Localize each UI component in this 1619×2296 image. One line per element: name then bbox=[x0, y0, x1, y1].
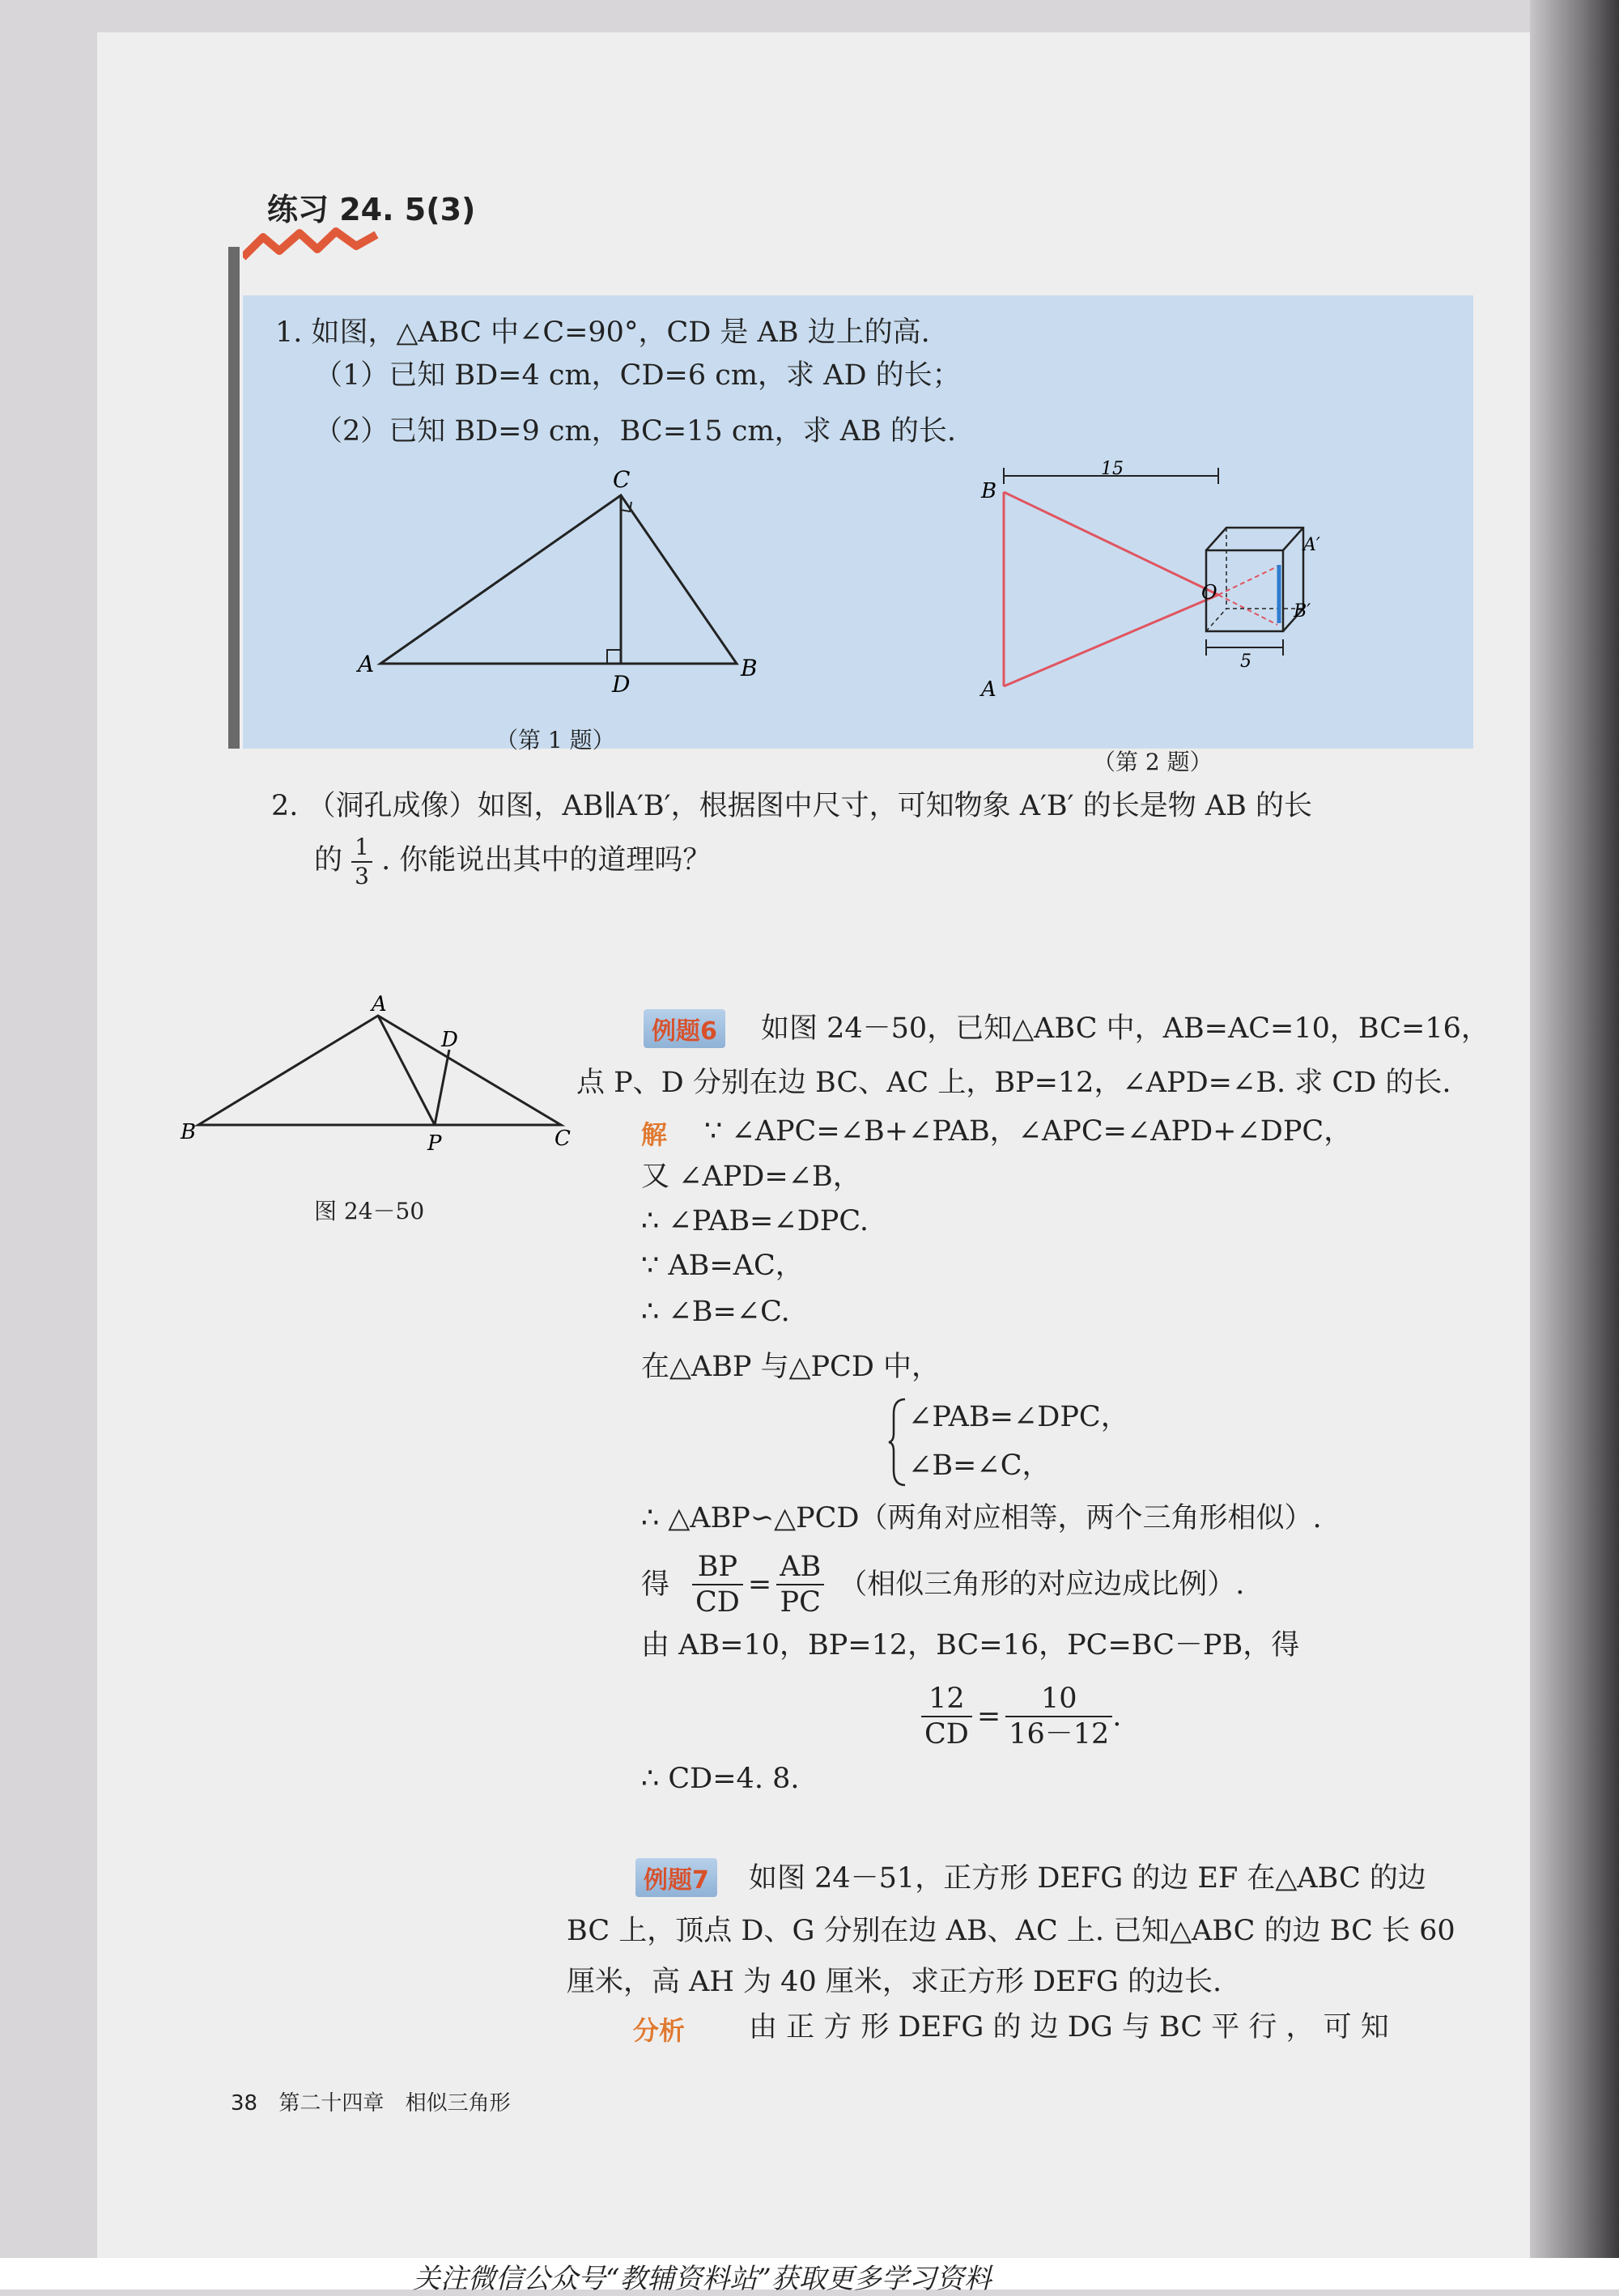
page-footer bbox=[231, 2086, 511, 2116]
q2-label-a-prime: A′ bbox=[1303, 535, 1320, 555]
ex6-badge: 例题6 bbox=[644, 1009, 725, 1048]
ex6-step-3: ∴ ∠PAB=∠DPC. bbox=[641, 1205, 869, 1237]
fig50-label-b: B bbox=[181, 1120, 197, 1144]
fig-24-50 bbox=[174, 991, 579, 1161]
ex6-eq-frac1: $\frac{12}{CD}$ bbox=[921, 1682, 972, 1751]
ex6-step-1: ∵ ∠APC=∠B+∠PAB，∠APC=∠APD+∠DPC， bbox=[704, 1115, 1353, 1148]
q2-ray-a bbox=[1004, 595, 1218, 686]
title-zigzag-decoration bbox=[243, 225, 380, 265]
book-binding bbox=[1530, 0, 1619, 2290]
ex6-result: ∴ CD=4. 8. bbox=[641, 1763, 800, 1795]
ex6-equation: $\frac{12}{CD}$ = $\frac{10}{16-12}$ . bbox=[921, 1682, 1121, 1751]
bottom-note: 关注微信公众号“教辅资料站”获取更多学习资料 bbox=[413, 2263, 992, 2295]
q1-triangle bbox=[380, 495, 737, 664]
ex7-analysis-label: 分析 bbox=[633, 2015, 686, 2046]
q1-label-c: C bbox=[613, 469, 631, 493]
ex6-eq-frac2: $\frac{10}{16-12}$ bbox=[1005, 1682, 1112, 1751]
ex6-step-4: ∵ AB=AC， bbox=[641, 1250, 804, 1282]
ex7-line1: 如图 24－51，正方形 DEFG 的边 EF 在△ABC 的边 bbox=[749, 1862, 1426, 1895]
ex6-step-6: 在△ABP 与△PCD 中， bbox=[641, 1351, 941, 1383]
fig50-label-c: C bbox=[555, 1127, 571, 1151]
ex6-ratio-line: 得 $\frac{BP}{CD}$ = $\frac{AB}{PC}$ （相似三角形的对应边成比例）. bbox=[641, 1551, 1245, 1619]
fig50-caption: 图 24－50 bbox=[314, 1198, 425, 1224]
q2-line1: 2. （洞孔成像）如图，AB∥A′B′，根据图中尺寸，可知物象 A′B′ 的长是物 AB 的长 bbox=[271, 790, 1312, 822]
q1-part2: （2）已知 BD=9 cm，BC=15 cm，求 AB 的长. bbox=[314, 415, 956, 448]
ex6-line2: 点 P、D 分别在边 BC、AC 上，BP=12，∠APD=∠B. 求 CD 的长. bbox=[576, 1067, 1451, 1099]
fig50-label-p: P bbox=[427, 1131, 442, 1156]
q2-line2: 的 $\frac{1}{3}$ . 你能说出其中的道理吗？ bbox=[314, 834, 712, 889]
chapter-number: 第二十四章 bbox=[278, 2091, 385, 2116]
ex7-line2: BC 上，顶点 D、G 分别在边 AB、AC 上. 已知△ABC 的边 BC 长 60 bbox=[567, 1915, 1455, 1947]
ex7-line3: 厘米，高 AH 为 40 厘米，求正方形 DEFG 的边长. bbox=[567, 1966, 1222, 1998]
q2-figure bbox=[971, 453, 1344, 712]
q2-label-o: O bbox=[1201, 581, 1217, 604]
q2-fraction: $\frac{1}{3}$ bbox=[351, 834, 372, 889]
exercise-left-bar bbox=[228, 247, 240, 749]
fig50-label-a: A bbox=[372, 992, 387, 1016]
ex6-ratio-frac2: $\frac{AB}{PC}$ bbox=[776, 1550, 824, 1619]
q1-part1: （1）已知 BD=4 cm，CD=6 cm，求 AD 的长； bbox=[314, 359, 961, 392]
ex6-step-2: 又 ∠APD=∠B， bbox=[641, 1161, 861, 1193]
ex6-given: 由 AB=10，BP=12，BC=16，PC=BC－PB，得 bbox=[641, 1629, 1300, 1662]
fig50-label-d: D bbox=[441, 1028, 458, 1052]
ex6-ratio-frac1: $\frac{BP}{CD}$ bbox=[692, 1550, 743, 1619]
ex6-similar-conclusion: ∴ △ABP∽△PCD（两角对应相等，两个三角形相似）. bbox=[641, 1502, 1322, 1534]
ex6-brace bbox=[887, 1396, 908, 1489]
q1-label-b: B bbox=[741, 655, 758, 681]
q1-stem: 1. 如图，△ABC 中∠C=90°，CD 是 AB 边上的高. bbox=[275, 316, 930, 349]
ex7-badge: 例题7 bbox=[635, 1858, 717, 1897]
ex6-brace-line2: ∠B=∠C， bbox=[908, 1449, 1051, 1482]
q2-dim5-label: 5 bbox=[1240, 651, 1251, 672]
q2-label-a: A bbox=[981, 677, 996, 702]
q1-figure bbox=[340, 469, 777, 696]
q1-label-a: A bbox=[358, 651, 375, 677]
ex6-solution-label: 解 bbox=[641, 1119, 668, 1150]
q2-label-b-prime: B′ bbox=[1294, 601, 1311, 622]
q1-label-d: D bbox=[612, 671, 631, 696]
page-number: 38 bbox=[231, 2091, 258, 2116]
q2-caption: （第 2 题） bbox=[1093, 749, 1213, 775]
ex6-line1: 如图 24－50，已知△ABC 中，AB=AC=10，BC=16， bbox=[761, 1012, 1489, 1045]
q2-ray-b bbox=[1004, 492, 1218, 595]
q2-dim15-label: 15 bbox=[1101, 459, 1124, 479]
fig50-triangle bbox=[198, 1016, 561, 1125]
chapter-title: 相似三角形 bbox=[405, 2091, 511, 2116]
q1-right-angle-mark bbox=[607, 650, 621, 664]
ex6-step-5: ∴ ∠B=∠C. bbox=[641, 1296, 790, 1328]
ex6-brace-line1: ∠PAB=∠DPC， bbox=[908, 1401, 1129, 1433]
fig50-segment-pd bbox=[435, 1050, 449, 1125]
q1-caption: （第 1 题） bbox=[495, 727, 615, 753]
exercise-title: 练习 24. 5(3) bbox=[267, 192, 476, 227]
q2-label-b: B bbox=[981, 479, 997, 503]
ex7-analysis-text: 由 正 方 形 DEFG 的 边 DG 与 BC 平 行 ， 可 知 bbox=[749, 2011, 1389, 2043]
